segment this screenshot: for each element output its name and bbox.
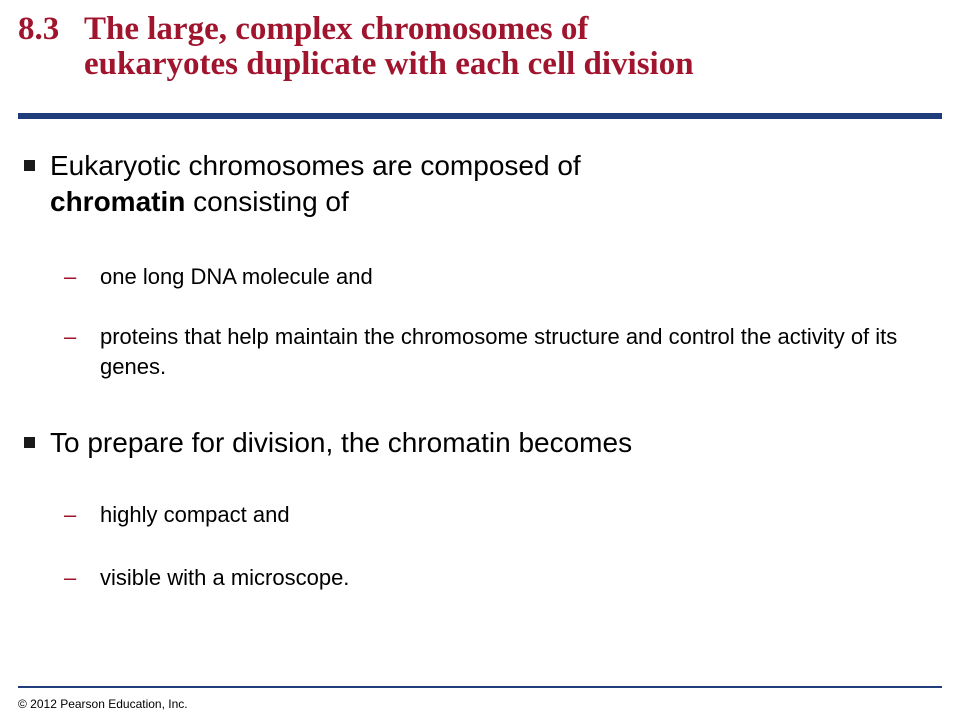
title-divider — [18, 113, 942, 119]
sub-bullet-item — [64, 563, 930, 593]
slide-title — [18, 12, 948, 82]
sub-bullet-item — [64, 322, 930, 382]
bullet-text: To prepare for division, the chromatin becomes — [50, 427, 633, 458]
section-number: 8.3 — [18, 11, 60, 47]
title-line-1: The large, complex chromosomes of — [84, 11, 589, 47]
bullet-item — [22, 425, 910, 461]
dash-bullet-icon: – — [64, 565, 77, 590]
square-bullet-icon — [22, 148, 50, 220]
sub-bullet-item — [64, 262, 930, 292]
sub-bullet-text: proteins that help maintain the chromosome structure and control the activity of its genes. — [100, 324, 898, 379]
dash-bullet-icon: – — [64, 502, 77, 527]
sub-bullet-text: one long DNA molecule and — [100, 264, 373, 289]
bullet-item — [22, 148, 910, 220]
sub-bullet-text: highly compact and — [100, 502, 290, 527]
dash-bullet-icon: – — [64, 264, 77, 289]
bold-term: chromatin — [50, 186, 186, 217]
sub-bullet-item — [64, 500, 930, 530]
square-bullet-icon — [22, 425, 50, 461]
copyright-notice: © 2012 Pearson Education, Inc. — [18, 697, 188, 711]
footer-divider — [18, 686, 942, 688]
bullet-text — [50, 148, 910, 220]
dash-bullet-icon: – — [64, 324, 77, 349]
bullet-text-part: Eukaryotic chromosomes are composed of — [50, 150, 581, 181]
title-line-2: eukaryotes duplicate with each cell division — [84, 46, 694, 82]
sub-bullet-text: visible with a microscope. — [100, 565, 350, 590]
bullet-text-part: consisting of — [185, 186, 349, 217]
